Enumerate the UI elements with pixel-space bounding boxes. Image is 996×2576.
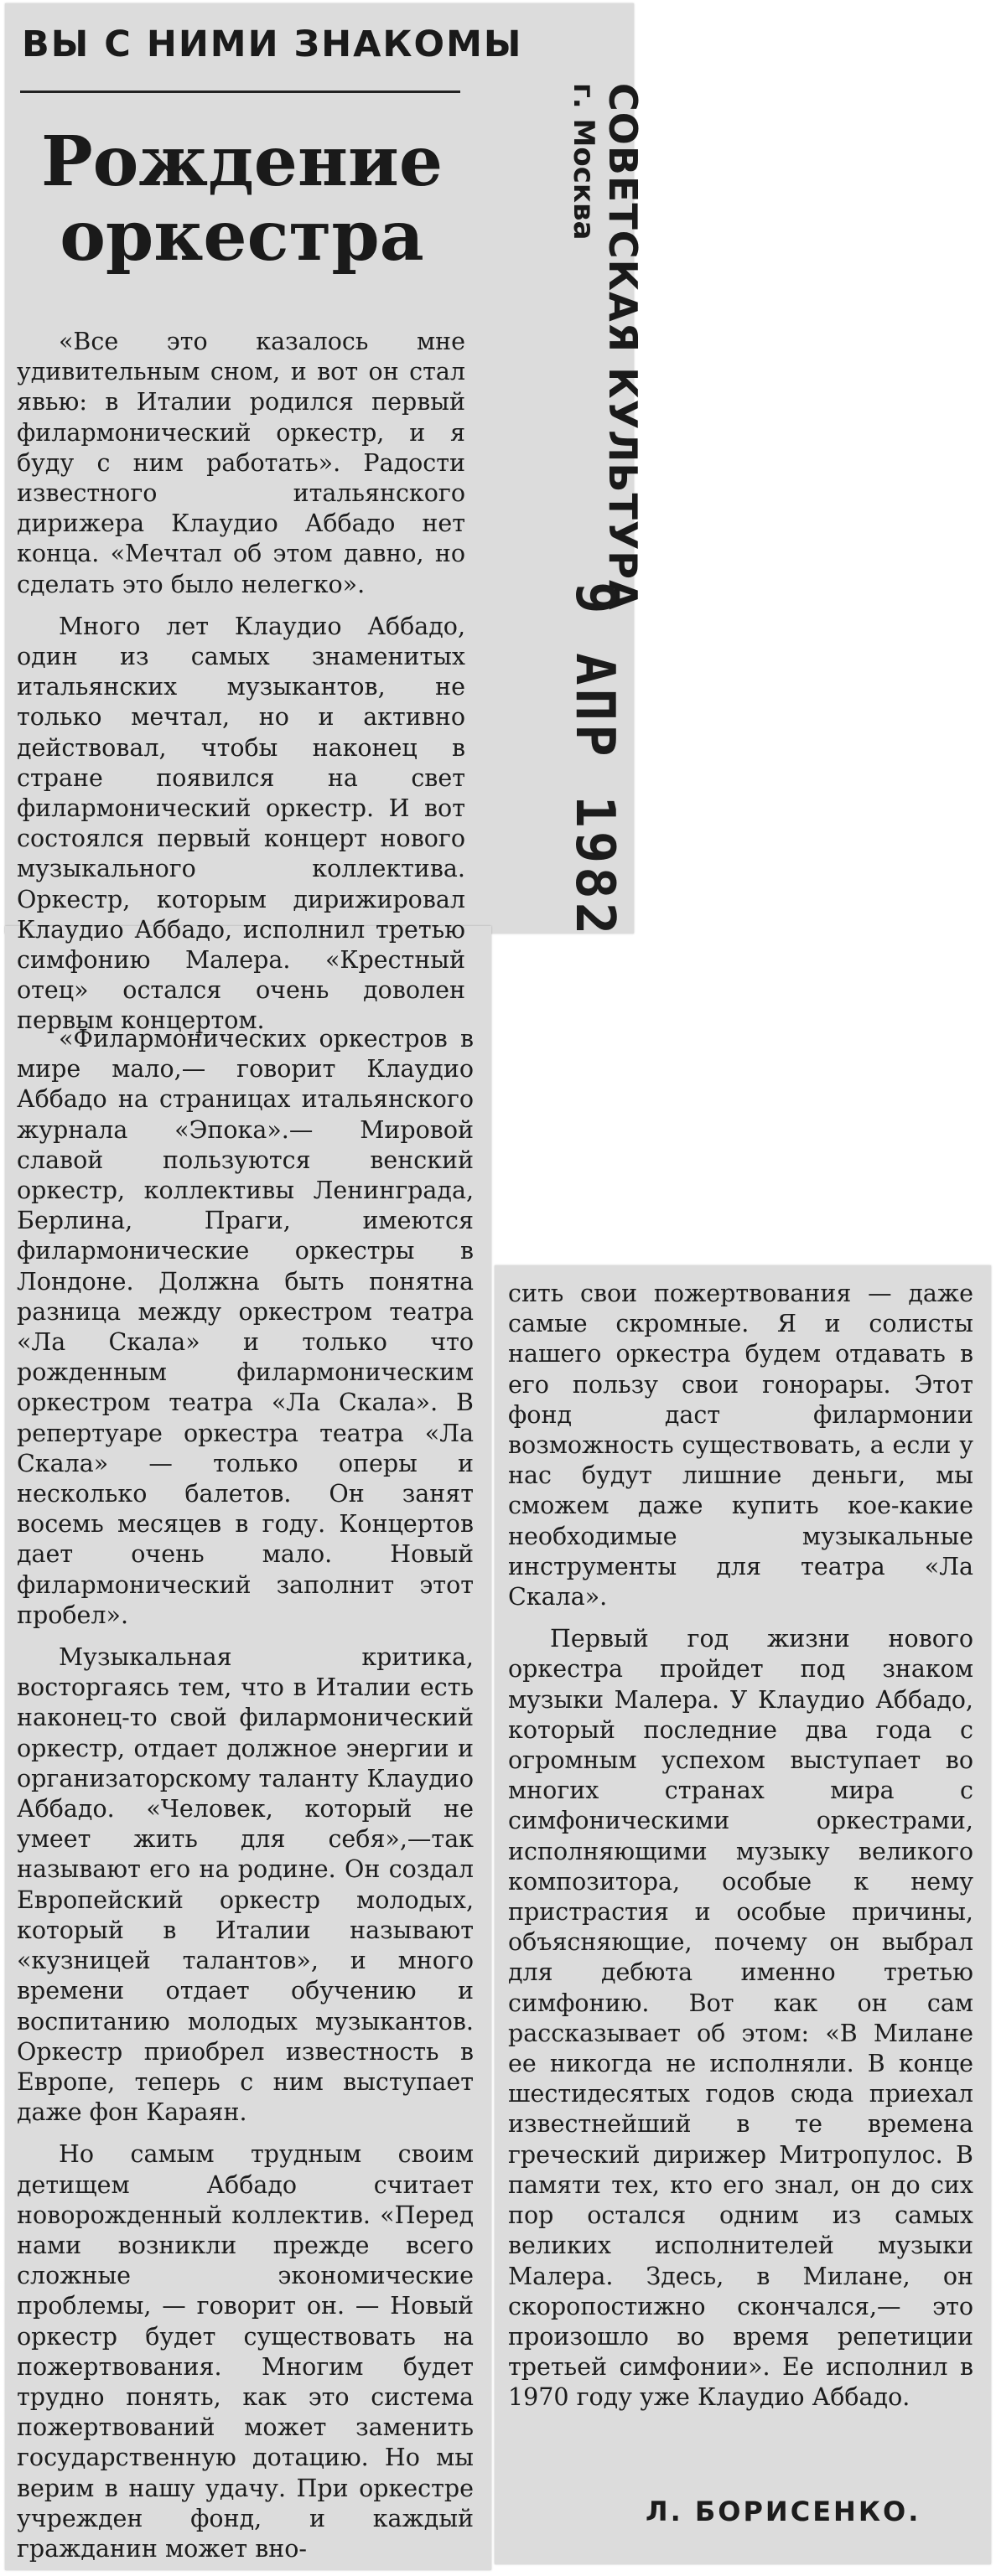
- paragraph: Много лет Клаудио Аббадо, один из самых знаменитых итальянских музыкантов, не только мечтал, но и активно действовал, чтобы наконец в стране появился на свет филармонический оркестр. И вот состоялся первый концерт нового музыкального коллектива. Оркестр, которым дирижировал Клаудио Аббадо, исполнил третью симфонию Малера. «Крестный отец» остался очень доволен первым концертом.: [17, 612, 465, 1035]
- date-stamp: [516, 582, 642, 939]
- paragraph: Но самым трудным своим детищем Аббадо считает новорожденный коллектив. «Перед нами возникли прежде всего сложные экономические проблемы, — говорит он. — Новый оркестр будет существовать на пожертвования. Многим будет трудно понять, как это система пожертвований может заменить государственную дотацию. Но мы верим в нашу удачу. При оркестре учрежден фонд, и каждый гражданин может вно-: [17, 2140, 474, 2563]
- article-column-1: [17, 327, 465, 1048]
- paragraph: Музыкальная критика, восторгаясь тем, что в Италии есть наконец-то свой филармонический оркестр, отдает должное энергии и организаторскому таланту Клаудио Аббадо. «Человек, который не умеет жить для себя»,—так называют его на родине. Он создал Европейский оркестр молодых, который в Италии называют «кузницей талантов», и много времени отдает обучению и воспитанию молодых музыкантов. Оркестр приобрел известность в Европе, теперь с ним выступает даже фон Караян.: [17, 1643, 474, 2127]
- rubric: ВЫ С НИМИ ЗНАКОМЫ: [22, 23, 523, 65]
- headline: Рождение оркестра: [41, 122, 443, 277]
- stamp-text: [567, 83, 646, 611]
- stamp-city: г. Москва: [567, 83, 600, 241]
- author-byline: Л. БОРИСЕНКО.: [646, 2496, 921, 2527]
- article-column-3: [508, 1279, 973, 2425]
- paragraph: сить свои пожертвования — даже самые скромные. Я и солисты нашего оркестра будем отдавать в его пользу свои гонорары. Этот фонд даст филармонии возможность существовать, а если у нас будут лишние деньги, мы сможем даже купить кое-какие необходимые музыкальные инструменты для театра «Ла Скала».: [508, 1280, 973, 1611]
- paragraph: Первый год жизни нового оркестра пройдет под знаком музыки Малера. У Клаудио Аббадо, который последние два года с огромным успехом выступает во многих странах мира с симфоническими оркестрами, исполняющими музыку великого композитора, особые к нему пристрастия и особые причины, объясняющие, почему он выбрал для дебюта именно третью симфонию. Вот как он сам рассказывает об этом: «В Милане ее никогда не исполняли. В конце шестидесятых годов сюда приехал известнейший в те времена греческий дирижер Митропулос. В памяти тех, кто его знал, он до сих пор остался одним из самых великих исполнителей музыки Малера. Здесь, в Милане, он скоропостижно скончался,— это произошло во время репетиции третьей симфонии». Ее исполнил в 1970 году уже Клаудио Аббадо.: [508, 1625, 973, 2412]
- stamp-newspaper: СОВЕТСКАЯ КУЛЬТУРА: [600, 83, 646, 611]
- article-column-2: [17, 1024, 474, 2576]
- rubric-underline: [20, 91, 460, 93]
- paragraph: «Все это казалось мне удивительным сном, и вот он стал явью: в Италии родился первый филармонический оркестр, и я буду с ним работать». Радости известного итальянского дирижера Клаудио Аббадо нет конца. «Мечтал об этом давно, но сделать это было нелегко».: [17, 328, 465, 598]
- stamp-date: 9 АПР 1982: [563, 582, 625, 939]
- paragraph: «Филармонических оркестров в мире мало,— говорит Клаудио Аббадо на страницах итальянского журнала «Эпока».— Мировой славой пользуются венский оркестр, коллективы Ленинграда, Берлина, Праги, имеются филармонические оркестры в Лондоне. Должна быть понятна разница между оркестром театра «Ла Скала» и только что рожденным филармоническим оркестром театра «Ла Скала». В репертуаре оркестра театра «Ла Скала» — только оперы и несколько балетов. Он занят восемь месяцев в году. Концертов дает очень мало. Новый филармонический заполнит этот пробел».: [17, 1025, 474, 1629]
